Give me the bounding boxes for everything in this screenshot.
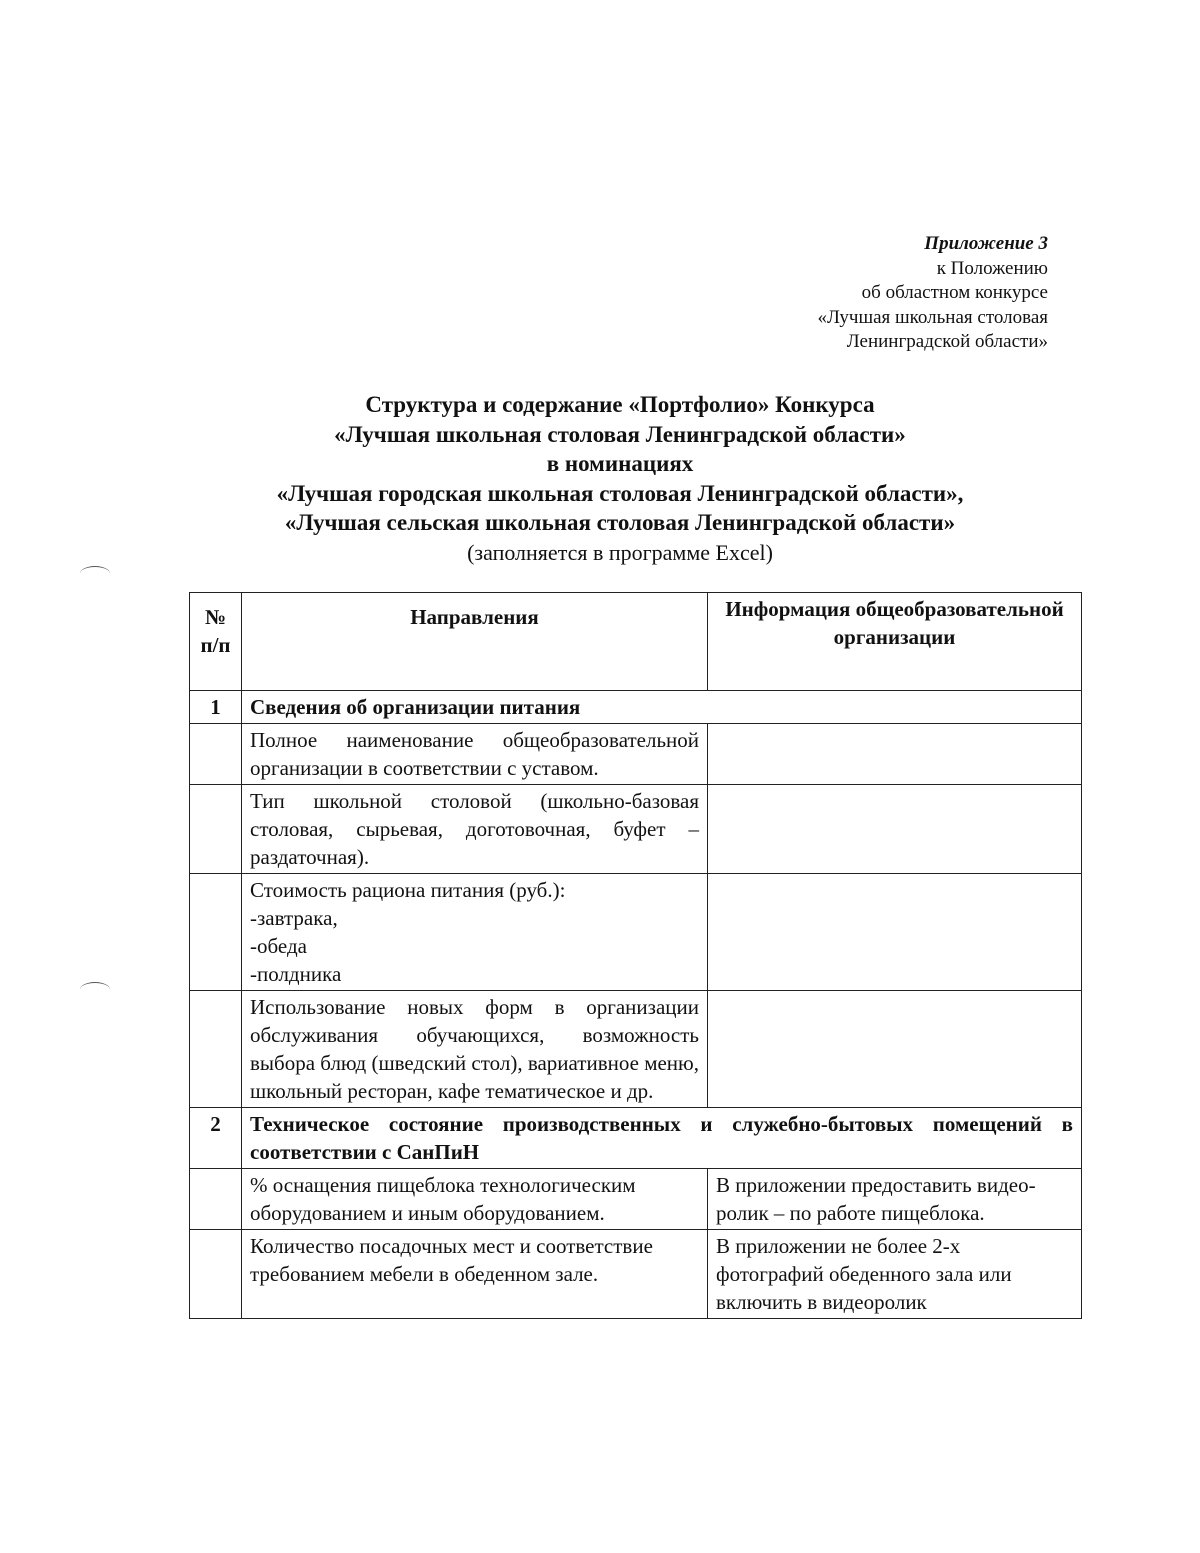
title-line: в номинациях <box>546 451 694 476</box>
row-number-cell <box>190 724 242 785</box>
table-row <box>190 724 1082 785</box>
section-title: Техническое состояние производственных и служебно-бытовых помещений в соответствии с СанПиН <box>242 1108 1082 1169</box>
row-direction: % оснащения пищеблока технологическим оборудованием и иным оборудованием. <box>242 1169 708 1230</box>
section-number: 2 <box>190 1108 242 1169</box>
appendix-line: об областном конкурсе <box>861 282 1048 303</box>
row-number-cell <box>190 874 242 991</box>
scan-artifact-mark <box>80 566 110 581</box>
portfolio-table <box>189 592 1082 1319</box>
title-line: Структура и содержание «Портфолио» Конкурса <box>365 392 875 417</box>
row-direction: Полное наименование общеобразовательной организации в соответствии с уставом. <box>242 724 708 785</box>
title-line: «Лучшая сельская школьная столовая Ленинградской области» <box>284 510 956 535</box>
title-note: (заполняется в программе Excel) <box>467 539 773 565</box>
table-row <box>190 991 1082 1108</box>
row-number-cell <box>190 785 242 874</box>
row-info <box>708 874 1082 991</box>
document-title <box>150 390 1090 567</box>
row-direction: Количество посадочных мест и соответствие требованием мебели в обеденном зале. <box>242 1230 708 1319</box>
scan-artifact-mark <box>80 982 110 997</box>
title-line: «Лучшая школьная столовая Ленинградской области» <box>334 421 906 447</box>
appendix-label: Приложение 3 <box>924 233 1048 254</box>
table-row <box>190 785 1082 874</box>
row-direction: Использование новых форм в организации обслуживания обучающихся, возможность выбора блюд (шведский стол), вариативное меню, школьный ресторан, кафе тематическое и др. <box>242 991 708 1108</box>
table-row <box>190 874 1082 991</box>
row-info <box>708 785 1082 874</box>
section-row <box>190 691 1082 724</box>
header-num: № п/п <box>190 593 242 691</box>
row-number-cell <box>190 1230 242 1319</box>
row-number-cell <box>190 1169 242 1230</box>
row-number-cell <box>190 991 242 1108</box>
header-info: Информация общеобразовательной организации <box>708 593 1082 691</box>
appendix-note <box>817 232 1048 355</box>
section-row <box>190 1108 1082 1169</box>
appendix-line: «Лучшая школьная столовая <box>817 306 1048 328</box>
row-direction: Тип школьной столовой (школьно-базовая столовая, сырьевая, доготовочная, буфет – раздаточная). <box>242 785 708 874</box>
appendix-line: к Положению <box>936 257 1048 279</box>
table-row <box>190 1230 1082 1319</box>
row-direction: Стоимость рациона питания (руб.): -завтрака, -обеда -полдника <box>242 874 708 991</box>
section-title: Сведения об организации питания <box>242 691 1082 724</box>
table-row <box>190 1169 1082 1230</box>
row-info: В приложении предоставить видео-ролик – по работе пищеблока. <box>708 1169 1082 1230</box>
row-info: В приложении не более 2-х фотографий обеденного зала или включить в видеоролик <box>708 1230 1082 1319</box>
section-number: 1 <box>190 691 242 724</box>
appendix-line: Ленинградской области» <box>846 331 1048 352</box>
header-directions: Направления <box>242 593 708 691</box>
title-line: «Лучшая городская школьная столовая Ленинградской области», <box>276 480 964 506</box>
row-info <box>708 724 1082 785</box>
table-header-row <box>190 593 1082 691</box>
row-info <box>708 991 1082 1108</box>
